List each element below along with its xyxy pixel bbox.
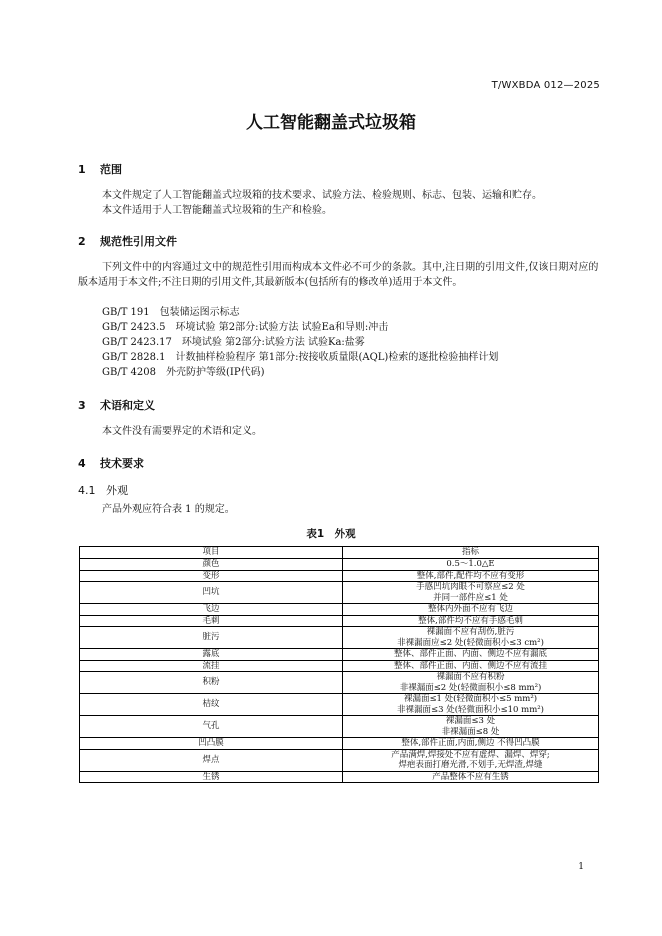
table-cell-spec [343,749,599,771]
table-row [80,570,599,582]
section-number: 3 [78,399,86,412]
table-cell-spec [343,716,599,738]
table-header-item: 项目 [80,547,343,559]
spec-line: 裸漏面≤1 处(轻微面积小≤5 mm²) [403,694,538,704]
subsection-4-1-paragraph: 产品外观应符合表 1 的规定。 [102,504,235,515]
table-cell-spec: 整体、部件正面、内面、侧边不应有流挂 [343,660,599,672]
table-cell-spec [343,582,599,604]
table-cell-item: 毛刺 [80,615,343,627]
subsection-4-1-heading [78,482,128,498]
spec-line: 非裸漏面≤8 处 [441,726,500,737]
table-cell-item: 颜色 [80,559,343,571]
table-cell-spec: 整体,部件均不应有手感毛刺 [343,615,599,627]
section-3-heading [78,397,155,413]
section-number: 2 [78,235,86,248]
section-1-paragraph-2: 本文件适用于人工智能翻盖式垃圾箱的生产和检验。 [102,205,332,216]
table-cell-item: 飞边 [80,604,343,616]
table-cell-item: 变形 [80,570,343,582]
section-3-paragraph-1: 本文件没有需要界定的术语和定义。 [102,426,262,437]
table-cell-spec [343,627,599,649]
table-cell-item: 生锈 [80,771,343,783]
table-cell-item: 流挂 [80,660,343,672]
table-row [80,627,599,649]
section-1-heading [78,161,122,177]
document-title: 人工智能翻盖式垃圾箱 [246,113,416,133]
reference-item: GB/T 191 包装储运图示标志 [102,307,240,318]
table-caption: 表1 外观 [306,528,356,540]
table-row [80,672,599,694]
table-cell-item: 积粉 [80,672,343,694]
table-cell-spec: 整体,部件正面,内面,侧边 不得凹凸膜 [343,738,599,750]
table-header-spec: 指标 [343,547,599,559]
table-cell-item: 凹坑 [80,582,343,604]
table-row [80,559,599,571]
section-number: 4 [78,457,86,470]
subsection-title: 外观 [106,484,128,497]
table-row [80,694,599,716]
table-cell-item: 桔纹 [80,694,343,716]
section-2-heading [78,233,177,249]
spec-line: 并同一部件应≤1 处 [433,592,508,603]
table-cell-spec: 产品整体不应有生锈 [343,771,599,783]
reference-item: GB/T 2423.5 环境试验 第2部分:试验方法 试验Ea和导则:冲击 [102,322,389,333]
spec-line: 非裸漏面≤3 处(轻微面积小≤10 mm²) [396,704,545,715]
spec-line: 非裸漏面≤2 处(轻微面积小≤8 mm²) [399,682,542,693]
section-title: 范围 [100,163,122,176]
table-cell-spec [343,694,599,716]
table-row [80,604,599,616]
reference-item: GB/T 2828.1 计数抽样检验程序 第1部分:按接收质量限(AQL)检索的逐批检验抽样计划 [102,352,499,363]
spec-line: 产品满焊,焊接处不应有虚焊、漏焊、焊穿; [391,749,550,760]
section-title: 术语和定义 [100,399,155,412]
section-title: 技术要求 [100,457,144,470]
appearance-table [79,546,599,783]
reference-item: GB/T 2423.17 环境试验 第2部分:试验方法 试验Ka:盐雾 [102,337,365,348]
page-number: 1 [578,862,584,872]
spec-line: 裸漏面不应有刮伤,脏污 [426,627,515,637]
table-row [80,738,599,750]
spec-line: 裸漏面≤3 处 [445,716,496,726]
table-row [80,582,599,604]
section-2-paragraph-1: 下列文件中的内容通过文中的规范性引用而构成本文件必不可少的条款。其中,注日期的引用文件,仅该日期对应的版本适用于本文件;不注日期的引用文件,其最新版本(包括所有的修改单)适用于本文件。 [78,262,599,288]
spec-line: 裸漏面不应有积粉 [436,672,505,682]
table-cell-spec: 整体、部件正面、内面、侧边不应有漏底 [343,649,599,661]
table-cell-item: 凹凸膜 [80,738,343,750]
table-cell-item: 露底 [80,649,343,661]
table-header-row [80,547,599,559]
table-cell-item: 脏污 [80,627,343,649]
table-cell-spec: 整体内外面不应有飞边 [343,604,599,616]
section-1-paragraph-1: 本文件规定了人工智能翻盖式垃圾箱的技术要求、试验方法、检验规则、标志、包装、运输和贮存。 [102,190,542,201]
table-row [80,716,599,738]
section-4-heading [78,455,144,471]
document-code: T/WXBDA 012—2025 [491,80,600,91]
section-title: 规范性引用文件 [100,235,177,248]
spec-line: 非裸漏面应≤2 处(轻微面积小≤3 cm²) [397,637,544,648]
table-row [80,749,599,771]
table-cell-spec: 0.5～1.0△E [343,559,599,571]
table-row [80,615,599,627]
table-row [80,771,599,783]
spec-line: 手感凹坑肉眼不可察应≤2 处 [416,582,525,592]
table-cell-spec [343,672,599,694]
spec-line: 焊疤表面打磨光滑,不划手,无焊渣,焊缝 [398,760,543,770]
table-cell-spec: 整体,部件,配件均不应有变形 [343,570,599,582]
table-cell-item: 焊点 [80,749,343,771]
subsection-number: 4.1 [78,484,96,497]
table-row [80,649,599,661]
section-number: 1 [78,163,86,176]
table-row [80,660,599,672]
table-cell-item: 气孔 [80,716,343,738]
reference-item: GB/T 4208 外壳防护等级(IP代码) [102,367,265,378]
